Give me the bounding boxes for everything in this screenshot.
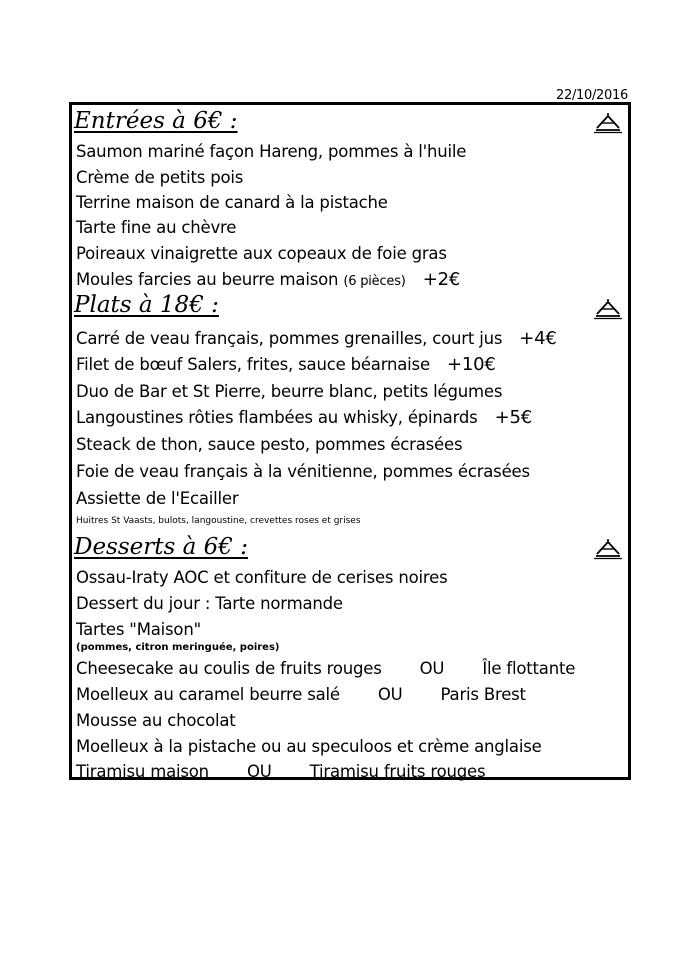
dessert-item: Mousse au chocolat <box>76 711 236 730</box>
cloche-icon <box>592 536 624 560</box>
plat-item <box>76 408 532 428</box>
choice-a: Tiramisu maison <box>76 762 209 781</box>
plat-label: Carré de veau français, pommes grenailles, court jus <box>76 329 503 348</box>
dessert-choice <box>76 659 575 679</box>
plat-item <box>76 462 530 482</box>
ecailler-note: Huitres St Vaasts, bulots, langoustine, crevettes roses et grises <box>76 516 361 526</box>
choice-ou: OU <box>246 762 272 781</box>
plat-extra: +5€ <box>494 407 532 428</box>
plats-heading: Plats à 18€ : <box>74 292 219 318</box>
entree-item-moules <box>76 270 460 292</box>
choice-a: Moelleux au caramel beurre salé <box>76 685 340 704</box>
plat-item <box>76 382 502 402</box>
choice-ou: OU <box>419 659 445 678</box>
dessert-choice <box>76 762 485 782</box>
entrees-heading: Entrées à 6€ : <box>74 108 238 134</box>
dessert-item: Moelleux à la pistache ou au speculoos et crème anglaise <box>76 737 542 756</box>
choice-ou: OU <box>377 685 403 704</box>
dessert-choice <box>76 685 526 705</box>
entree-item: Crème de petits pois <box>76 168 244 187</box>
plat-label: Duo de Bar et St Pierre, beurre blanc, petits légumes <box>76 382 503 401</box>
choice-a: Cheesecake au coulis de fruits rouges <box>76 659 382 678</box>
plat-item <box>76 435 462 455</box>
moules-extra: +2€ <box>422 269 461 290</box>
choice-b: Tiramisu fruits rouges <box>309 762 486 781</box>
cloche-icon <box>592 110 624 134</box>
entree-item: Poireaux vinaigrette aux copeaux de foie gras <box>76 244 447 263</box>
choice-b: Île flottante <box>482 659 576 678</box>
cloche-icon <box>592 296 624 320</box>
entree-item: Tarte fine au chèvre <box>76 218 237 237</box>
entree-item: Terrine maison de canard à la pistache <box>76 193 388 212</box>
moules-label: Moules farcies au beurre maison <box>76 270 339 289</box>
plat-extra: +4€ <box>519 328 557 349</box>
plat-item <box>76 489 238 509</box>
choice-b: Paris Brest <box>440 685 526 704</box>
plat-label: Steack de thon, sauce pesto, pommes écrasées <box>76 435 463 454</box>
desserts-heading: Desserts à 6€ : <box>74 534 248 560</box>
moules-qty: (6 pièces) <box>343 274 406 289</box>
dessert-item: Ossau-Iraty AOC et confiture de cerises noires <box>76 568 448 587</box>
menu-date: 22/10/2016 <box>556 88 628 103</box>
plat-label: Langoustines rôties flambées au whisky, épinards <box>76 408 478 427</box>
entree-item: Saumon mariné façon Hareng, pommes à l'huile <box>76 142 467 161</box>
dessert-item: Tartes "Maison" <box>76 620 201 639</box>
plat-extra: +10€ <box>446 354 496 375</box>
plat-label: Filet de bœuf Salers, frites, sauce béarnaise <box>76 355 430 374</box>
dessert-item: Dessert du jour : Tarte normande <box>76 594 343 613</box>
tartes-note: (pommes, citron meringuée, poires) <box>76 642 280 653</box>
plat-label: Assiette de l'Ecailler <box>76 489 239 508</box>
plat-item <box>76 355 496 375</box>
plat-label: Foie de veau français à la vénitienne, pommes écrasées <box>76 462 530 481</box>
plat-item <box>76 329 557 349</box>
